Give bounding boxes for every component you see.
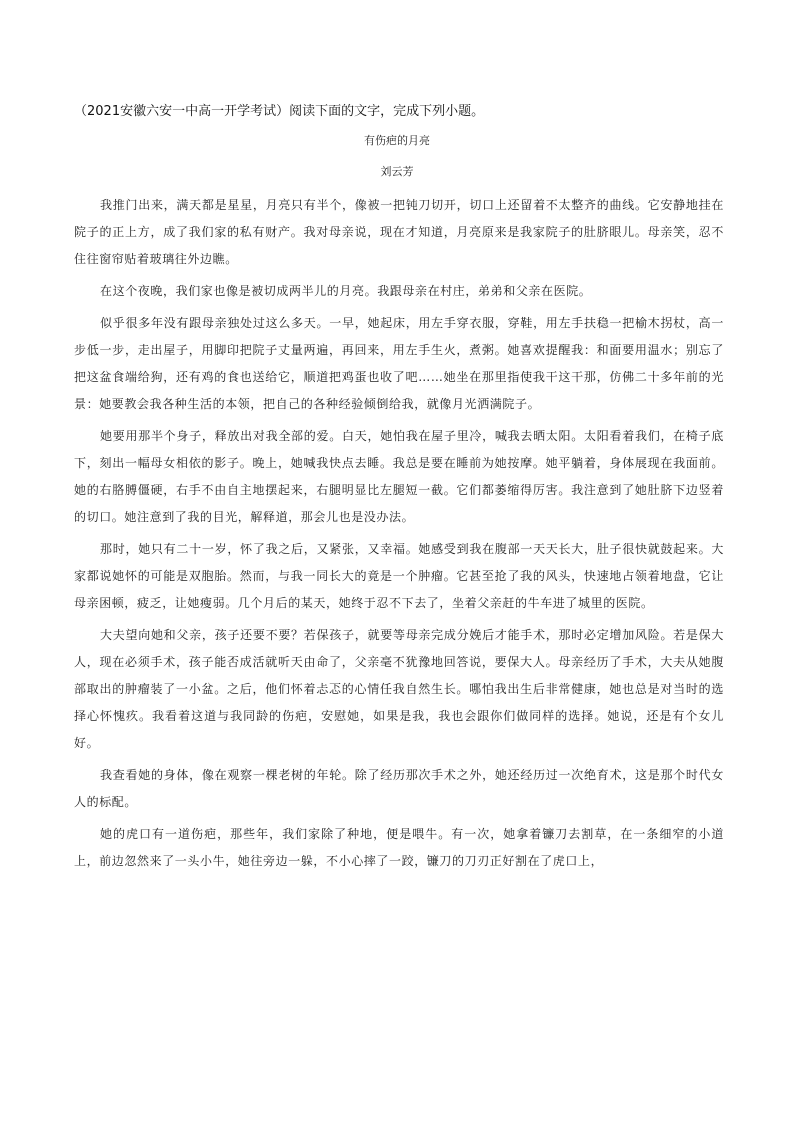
paragraph: 大夫望向她和父亲，孩子还要不要？若保孩子，就要等母亲完成分娩后才能手术，那时必定增加风险。若是保大人，现在必须手术，孩子能否成活就听天由命了，父亲毫不犹豫地回答说，要保大人。母亲经历了手术，大夫从她腹部取出的肿瘤装了一小盆。之后，他们怀着忐忑的心情任我自然生长。哪怕我出生后非常健康，她也总是对当时的选择心怀愧疚。我看着这道与我同龄的伤疤，安慰她，如果是我，我也会跟你们做同样的选择。她说，还是有个女儿好。 — [74, 628, 724, 750]
question-intro: （2021安徽六安一中高一开学考试）阅读下面的文字，完成下列小题。 — [74, 104, 485, 119]
paragraph: 那时，她只有二十一岁，怀了我之后，又紧张，又幸福。她感受到我在腹部一天天长大，肚子很快就鼓起来。大家都说她怀的可能是双胞胎。然而，与我一同长大的竟是一个肿瘤。它甚至抢了我的风头，快速地占领着地盘，它让母亲困顿，疲乏，让她瘦弱。几个月后的某天，她终于忍不下去了，坐着父亲赶的牛车进了城里的医院。 — [74, 542, 724, 610]
article-body — [74, 192, 724, 880]
article-title: 有伤疤的月亮 — [364, 134, 430, 147]
article-author: 刘云芳 — [380, 165, 414, 178]
paragraph: 她要用那半个身子，释放出对我全部的爱。白天，她怕我在屋子里冷，喊我去晒太阳。太阳看着我们，在椅子底下，刻出一幅母女相依的影子。晚上，她喊我快点去睡。我总是要在睡前为她按摩。她平躺着，身体展现在我面前。她的右胳膊僵硬，右手不由自主地摆起来，右腿明显比左腿短一截。它们都萎缩得厉害。我注意到了她肚脐下边竖着的切口。她注意到了我的目光，解释道，那会儿也是没办法。 — [74, 429, 724, 524]
paragraph: 她的虎口有一道伤疤，那些年，我们家除了种地，便是喂牛。有一次，她拿着镰刀去割草，在一条细窄的小道上，前边忽然来了一头小牛，她往旁边一躲，不小心摔了一跤，镰刀的刀刃正好割在了虎口上， — [74, 827, 724, 868]
paragraph: 我推门出来，满天都是星星，月亮只有半个，像被一把钝刀切开，切口上还留着不太整齐的曲线。它安静地挂在院子的正上方，成了我们家的私有财产。我对母亲说，现在才知道，月亮原来是我家院子的肚脐眼儿。母亲笑，忍不住往窗帘贴着玻璃往外边瞧。 — [74, 198, 724, 266]
paragraph: 我查看她的身体，像在观察一棵老树的年轮。除了经历那次手术之外，她还经历过一次绝育术，这是那个时代女人的标配。 — [74, 768, 724, 809]
paragraph: 似乎很多年没有跟母亲独处过这么多天。一早，她起床，用左手穿衣服，穿鞋，用左手扶稳一把榆木拐杖，高一步低一步，走出屋子，用脚印把院子丈量两遍，再回来，用左手生火，煮粥。她喜欢提醒我：和面要用温水；别忘了把这盆食端给狗，还有鸡的食也送给它，顺道把鸡蛋也收了吧……她坐在那里指使我干这干那，仿佛二十多年前的光景：她要教会我各种生活的本领，把自己的各种经验倾倒给我，就像月光洒满院子。 — [74, 316, 724, 411]
paragraph: 在这个夜晚，我们家也像是被切成两半儿的月亮。我跟母亲在村庄，弟弟和父亲在医院。 — [100, 284, 592, 298]
